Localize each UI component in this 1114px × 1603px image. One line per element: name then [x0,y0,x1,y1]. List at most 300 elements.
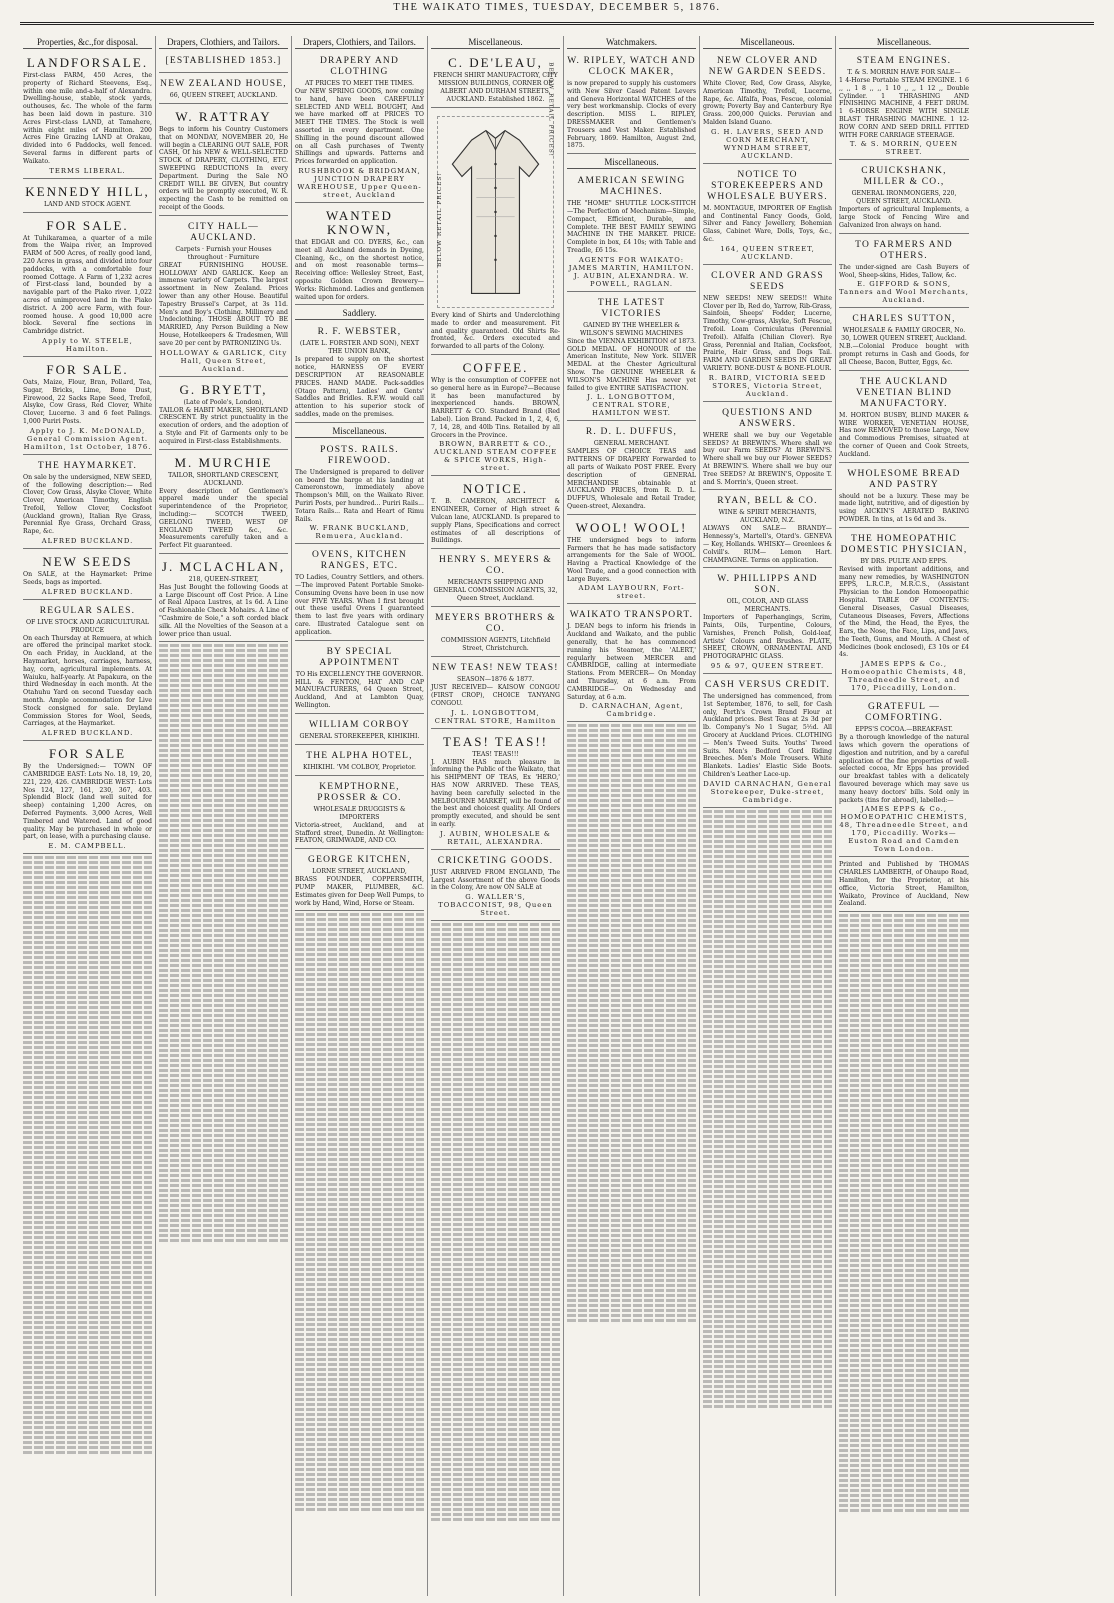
filler-line [23,1366,152,1369]
filler-line [23,936,152,939]
filler-line [567,1004,696,1007]
filler-line [703,1260,832,1263]
column [836,36,972,1596]
filler-line [23,1421,152,1424]
filler-line [567,1164,696,1167]
filler-line [703,1395,832,1398]
filler-line [159,1234,288,1237]
filler-line [23,1066,152,1069]
ad-subtitle: (Late of Poole's, London), [183,398,264,406]
filler-line [567,1254,696,1257]
filler-line [431,1368,560,1371]
ad-title: TO FARMERS AND OTHERS. [855,239,953,261]
filler-line [567,904,696,907]
filler-line [295,1153,424,1156]
filler-line [159,1079,288,1082]
filler-line [23,1126,152,1129]
filler-line [159,699,288,702]
filler-line [839,974,969,977]
filler-line [703,1335,832,1338]
filler-line [839,964,969,967]
filler-line [839,1469,969,1472]
filler-line [839,1044,969,1047]
filler-line [159,909,288,912]
ad-signature: ALFRED BUCKLAND. [41,537,134,546]
filler-line [431,938,560,941]
filler-line [839,1169,969,1172]
filler-line [839,1379,969,1382]
filler-line [703,1365,832,1368]
filler-line [295,1173,424,1176]
filler-line [567,1229,696,1232]
filler-line [431,1213,560,1216]
ad-body: Since the VIENNA EXHIBITION of 1873. GOLD MEDAL OF HONOUR of the American Institute, New York. SILVER MEDAL at the Chester Agricultural Show. The GENUINE WHEELER & WILSON'S MACHINE Has never yet failed to give ENTIRE SATISFACTION. [567,337,696,392]
filler-line [23,1021,152,1024]
ad-signature: 95 & 97, QUEEN STREET. [710,662,825,671]
advertisement [431,357,560,476]
filler-line [295,1463,424,1466]
ad-subtitle: LORNE STREET, AUCKLAND, [312,868,407,876]
filler-line [839,1394,969,1397]
filler-line [431,1353,560,1356]
advertisement [431,731,560,850]
filler-line [159,1039,288,1042]
filler-line [159,1069,288,1072]
filler-line [295,1488,424,1491]
filler-line [431,1308,560,1311]
advertisement [839,465,969,528]
column-header: Miscellaneous. [431,36,560,49]
filler-line [23,1101,152,1104]
advertisement [431,551,560,607]
filler-line [839,1304,969,1307]
filler-line [839,1319,969,1322]
filler-line [159,929,288,932]
filler-line [703,1345,832,1348]
ad-title: C. DE'LEAU, [448,55,543,70]
ad-signature: Apply to J. K. McDONALD, General Commission Agent. Hamilton, 1st October, 1876. [23,426,152,451]
advertisement [703,492,832,568]
filler-line [567,1269,696,1272]
filler-line [431,1503,560,1506]
ad-title: POSTS. RAILS. FIREWOOD. [320,444,399,466]
filler-line [23,1216,152,1219]
filler-line [839,1204,969,1207]
filler-line [431,1268,560,1271]
ad-title: GRATEFUL — COMFORTING. [865,702,943,724]
filler-line [159,709,288,712]
filler-line [23,1396,152,1399]
filler-line [839,1039,969,1042]
filler-line [295,933,424,936]
ad-body: TAILOR & HABIT MAKER, SHORTLAND CRESCENT. By strict punctuality in the execution of orders, and the adoption of a Style and Fit of Garments only to be acquired in First-class Establishments. [159,406,288,445]
filler-line [703,1165,832,1168]
filler-line [431,1303,560,1306]
filler-line [703,890,832,893]
shirt-icon [438,117,553,307]
filler-line [703,855,832,858]
filler-line [295,1118,424,1121]
filler-line [295,1328,424,1331]
filler-line [23,1376,152,1379]
filler-line [703,1305,832,1308]
filler-line [703,1115,832,1118]
filler-line [159,824,288,827]
ad-title: NEW CLOVER AND NEW GARDEN SEEDS. [708,56,827,77]
filler-line [431,998,560,1001]
ad-title: KENNEDY HILL, [25,183,150,199]
ad-body: JUST RECEIVED— KAISOW CONGOU (FIRST CROP), CHOICE TANYANG CONGOU. [431,684,560,707]
filler-line [431,1093,560,1096]
filler-line [567,889,696,892]
filler-line [703,1255,832,1258]
filler-line [431,1028,560,1031]
top-rule [20,22,1094,23]
filler-line [431,1318,560,1321]
text-filler [839,914,969,1512]
ad-subtitle: MERCHANTS SHIPPING AND GENERAL COMMISSION AGENTS, 32, Queen Street, Auckland. [433,579,558,603]
advertisement [23,181,152,213]
filler-line [295,1018,424,1021]
filler-line [839,1244,969,1247]
ad-body: Oats, Maize, Flour, Bran, Pollard, Tea, Sugar, Bricks, Lime, Bone Dust, Firewood, 22 Sacks Rape Seed, Trefoil, Alsyke, Cow Grass, Red Clover, White Clover, Lucerne. 3 and 6 feet Palings. 1,000 Puriri Posts. [23,378,152,425]
filler-line [839,1234,969,1237]
filler-line [23,1306,152,1309]
filler-line [159,679,288,682]
filler-line [23,1036,152,1039]
filler-line [703,1310,832,1313]
filler-line [431,1313,560,1316]
ad-signature: G. H. LAVERS, SEED AND CORN MERCHANT, WYNDHAM STREET, AUCKLAND. [710,127,825,160]
advertisement [295,778,424,849]
filler-line [295,998,424,1001]
ad-body: At Tuhikaramea, a quarter of a mile from the Waipa river, an Improved FARM of 500 Acres, of really good land, 220 Acres in grass, and divided into four paddocks, with a comfortable four roomed Cottage. A Farm of 1,232 acres of First-class land, bounded by a navigable part of the Piako river. 1,022 acres of unimproved land in the Piako district. A 200 acre Farm, with four-roomed house. A good 10,000 acre block. Several fine sections in Cambridge district. [23,234,152,336]
ad-title: NEW TEAS! NEW TEAS! [432,663,559,674]
ad-body: J. AUBIN HAS much pleasure in informing the Public of the Waikato, that his SHIPMENT OF TEAS, Ex 'HERO,' HAS NOW ARRIVED. These TEAS, having been carefully selected in the MELBOURNE MARKET, will be found of the best and choicest quality. All Orders promptly executed, and should be sent in early. [431,758,560,828]
filler-line [839,1364,969,1367]
filler-line [159,1134,288,1137]
filler-line [703,1055,832,1058]
filler-line [431,1423,560,1426]
filler-line [23,1161,152,1164]
filler-line [839,1084,969,1087]
filler-line [295,1008,424,1011]
filler-line [839,1139,969,1142]
ad-body: On each Thursday at Remuera, at which are offered the principal market stock. On each Friday, in Auckland, at the Haymarket, horses, carriages, harness, hay, corn, agricultural implements. At Waiuku, half-yearly. At Papakura, on the third Wednesday in each month. At the Otahuhu Yard on second Tuesday each month. Ample accommodation for Live Stock consigned for sale. Dryland Commission Stores for Wool, Seeds, Carriages, at the Haymarket. [23,634,152,728]
filler-line [703,1180,832,1183]
filler-line [567,739,696,742]
filler-line [703,1205,832,1208]
advertisement [431,478,560,549]
filler-line [431,1448,560,1451]
filler-line [159,794,288,797]
filler-line [703,1190,832,1193]
filler-line [295,1338,424,1341]
filler-line [159,829,288,832]
advertisement [159,556,288,643]
filler-line [567,989,696,992]
section-header: Miscellaneous. [567,156,696,169]
filler-line [839,1384,969,1387]
ad-body: J. DEAN begs to inform his friends in Auckland and Waikato, and the public generally, that he has commenced running his Steamer, the 'ALERT,' regularly between MERCER and CAMBRIDGE, calling at intermediate Stations. From MERCER— On Monday and Thursday, at 6 a.m. From CAMBRIDGE— On Wednesday and Saturday, at 6 a.m. [567,623,696,701]
filler-line [159,1084,288,1087]
ad-body: M. MONTAGUE, IMPORTER OF English and Continental Fancy Goods, Gold, Silver and Fancy Jewellery, Bohemian Glass, Cabinet Ware, Dolls, Toys, &c., &c. [703,204,832,243]
filler-line [431,1103,560,1106]
filler-line [703,1125,832,1128]
ad-title: NOTICE. [463,481,528,497]
filler-line [431,1418,560,1421]
filler-line [839,944,969,947]
ad-body: that EDGAR and CO. DYERS, &c., can meet all Auckland demands in Dyeing, Cleaning, &c., on the shortest notice, and on most reasonable terms—Receiving office: Wellesley Street, East, opposite Golden Crown Brewery—Works: Richmond. Ladies and gentlemen waited upon for orders. [295,238,424,301]
ad-body: TO Ladies, Country Settlers, and others.—The improved Patent Portable Smoke-Consuming Ovens have been in use now over FIVE YEARS. When I first brought out these useful Ovens I guaranteed them to last five years with ordinary care. Illustrated Catalogue sent on application. [295,574,424,636]
ad-body: Our NEW SPRING GOODS, now coming to hand, have been CAREFULLY SELECTED AND WELL BOUGHT, And we have marked off at PRICES TO MEET THE TIMES. The Stock is well assorted in every department. One Shilling in the pound discount allowed on all Cash purchases of Twenty Shillings and upwards. Patterns and Prices forwarded on application. [295,88,424,166]
filler-line [567,1109,696,1112]
filler-line [839,1459,969,1462]
filler-line [703,1355,832,1358]
filler-line [839,959,969,962]
filler-line [839,1359,969,1362]
advertisement [839,236,969,309]
filler-line [159,1189,288,1192]
filler-line [567,814,696,817]
filler-line [159,969,288,972]
filler-line [23,1091,152,1094]
filler-line [23,1001,152,1004]
filler-line [23,861,152,864]
filler-line [567,1009,696,1012]
filler-line [295,1423,424,1426]
filler-line [839,1279,969,1282]
filler-line [431,1463,560,1466]
filler-line [703,1185,832,1188]
ad-title: HENRY S. MEYERS & CO. [439,555,552,577]
ad-title: NOTICE TO STOREKEEPERS AND WHOLESALE BUYERS. [707,169,828,202]
filler-line [703,895,832,898]
filler-line [295,1258,424,1261]
filler-line [703,970,832,973]
filler-line [567,909,696,912]
filler-line [159,1154,288,1157]
filler-line [703,1050,832,1053]
advertisement [703,52,832,164]
filler-line [567,1289,696,1292]
filler-line [159,784,288,787]
ad-body: T. B. CAMERON, ARCHITECT & ENGINEER, Corner of High street & Vulcan lane, AUCKLAND. Is prepared to supply Plans, Specifications and correct estimates of all descriptions of Buildings. [431,498,560,545]
filler-line [23,1206,152,1209]
filler-line [23,1116,152,1119]
filler-line [567,759,696,762]
filler-line [839,1449,969,1452]
advertisement [703,570,832,674]
filler-line [23,1246,152,1249]
filler-line [431,1258,560,1261]
filler-line [23,1361,152,1364]
filler-line [567,1084,696,1087]
filler-line [23,871,152,874]
filler-line [567,884,696,887]
text-filler [431,923,560,1521]
filler-line [295,1498,424,1501]
ad-body: ALWAYS ON SALE— BRANDY— Hennessy's, Martell's, Otard's. GENEVA— Key, Hollands. WHISKY— Greenlees & Colvill's. RUM— Lemon Hart. CHAMPAGNE. Terms on application. [703,525,832,564]
advertisement [23,743,152,854]
filler-line [23,1441,152,1444]
filler-line [159,1009,288,1012]
filler-line [703,1325,832,1328]
ad-subtitle: LAND AND STOCK AGENT. [43,200,132,208]
filler-line [295,948,424,951]
filler-line [567,859,696,862]
filler-line [159,1094,288,1097]
advertisement [23,602,152,742]
ad-body: THE "HOME" SHUTTLE LOCK-STITCH—The Perfection of Mechanism—Simple, Compact, Efficient, Durable, and Complete. THE BEST FAMILY SEWING MACHINE IN THE MARKET. PRICE: Complete in box, £4 10s; with Table and Treadle, £6 15s. [567,200,696,254]
filler-line [23,1341,152,1344]
filler-line [703,1020,832,1023]
filler-line [567,1309,696,1312]
filler-line [839,1174,969,1177]
filler-line [295,1428,424,1431]
text-filler [295,913,424,1511]
filler-line [567,784,696,787]
filler-line [703,1035,832,1038]
ad-title: TEAS! TEAS!! [442,733,548,749]
filler-line [839,1274,969,1277]
filler-line [839,1499,969,1502]
filler-line [431,1328,560,1331]
filler-line [431,1153,560,1156]
filler-line [567,764,696,767]
ad-subtitle: COMMISSION AGENTS, Litchfield Street, Christchurch. [440,637,551,653]
filler-line [431,1013,560,1016]
filler-line [431,1403,560,1406]
filler-line [23,881,152,884]
filler-line [567,804,696,807]
advertisement [159,106,288,216]
filler-line [703,825,832,828]
filler-line [567,1244,696,1247]
filler-line [703,995,832,998]
ad-title: BY SPECIAL APPOINTMENT [319,646,400,668]
filler-line [567,1184,696,1187]
ad-signature: T. & S. MORRIN, QUEEN STREET. [849,140,959,157]
filler-line [839,1409,969,1412]
filler-line [703,1300,832,1303]
filler-line [23,1336,152,1339]
ad-subtitle: AT PRICES TO MEET THE TIMES. [305,80,414,87]
ad-title: FOR SALE. [46,361,129,377]
filler-line [23,1051,152,1054]
filler-line [23,1196,152,1199]
filler-line [567,944,696,947]
filler-line [159,874,288,877]
filler-line [839,1314,969,1317]
filler-line [23,1061,152,1064]
filler-line [159,1029,288,1032]
filler-line [23,906,152,909]
filler-line [839,1339,969,1342]
filler-line [567,774,696,777]
filler-line [23,1151,152,1154]
advertisement [567,606,696,722]
advertisement [23,359,152,455]
filler-line [839,1389,969,1392]
filler-line [567,1179,696,1182]
filler-line [703,850,832,853]
filler-line [703,845,832,848]
filler-line [703,1170,832,1173]
filler-line [23,976,152,979]
filler-line [703,1100,832,1103]
filler-line [703,940,832,943]
filler-line [431,1163,560,1166]
filler-line [431,1068,560,1071]
ad-signature: J. L. LONGBOTTOM, CENTRAL STORE, Hamilton [434,708,557,725]
filler-line [431,1483,560,1486]
filler-line [23,1111,152,1114]
filler-line [703,1400,832,1403]
ad-subtitle: KIHIKIHI. 'VM COLBOY, Proprietor. [303,763,416,771]
filler-line [703,1220,832,1223]
filler-line [431,1443,560,1446]
filler-line [159,1104,288,1107]
filler-line [295,1228,424,1231]
ad-body: THE undersigned begs to inform Farmers that he has made satisfactory arrangements for the Sale of WOOL. Having a Practical Knowledge of the Wool Trade, and a good connection with Large Buyers. [567,536,696,583]
filler-line [431,1363,560,1366]
filler-line [295,1508,424,1511]
filler-line [839,1424,969,1427]
filler-line [567,894,696,897]
filler-line [159,1004,288,1007]
filler-line [839,1009,969,1012]
filler-line [295,1198,424,1201]
filler-line [567,1069,696,1072]
filler-line [23,1356,152,1359]
ad-title: G. BRYETT, [179,381,268,397]
column-header: Watchmakers. [567,36,696,49]
ad-subtitle: WHOLESALE & FAMILY GROCER, No. 30, LOWER QUEEN STREET, Auckland. [841,327,967,343]
filler-line [431,1078,560,1081]
text-filler [159,644,288,1242]
ad-subtitle: WINE & SPIRIT MERCHANTS, AUCKLAND, N.Z. [718,509,817,525]
filler-line [703,820,832,823]
filler-line [703,965,832,968]
filler-line [159,1014,288,1017]
filler-line [23,1171,152,1174]
filler-line [839,1249,969,1252]
filler-line [295,1403,424,1406]
filler-line [159,1019,288,1022]
ad-body: Printed and Published by THOMAS CHARLES LAMBERTH, of Ohaupo Road, Hamilton, for the Proprietor, at his office, Victoria Street, Hamilton, Waikato, Province of Auckland, New Zealand. [839,861,969,908]
filler-line [295,1073,424,1076]
filler-line [295,1253,424,1256]
column-header: Drapers, Clothiers, and Tailors. [159,36,288,49]
ad-body: BRASS FOUNDER, COPPERSMITH, PUMP MAKER, PLUMBER, &C. Estimates given for Deep Well Pumps, to work by Hand, Wind, Horse or Steam. [295,876,424,907]
filler-line [295,1263,424,1266]
advertisement [431,852,560,921]
advertisement [23,52,152,179]
filler-line [431,1508,560,1511]
ad-subtitle: GAINED BY THE WHEELER & WILSON'S SEWING MACHINES [580,321,683,337]
filler-line [567,1039,696,1042]
filler-line [159,964,288,967]
filler-line [839,954,969,957]
filler-line [159,924,288,927]
filler-line [431,1198,560,1201]
filler-line [567,1294,696,1297]
filler-line [295,1283,424,1286]
filler-line [567,964,696,967]
filler-line [839,989,969,992]
filler-line [567,1219,696,1222]
